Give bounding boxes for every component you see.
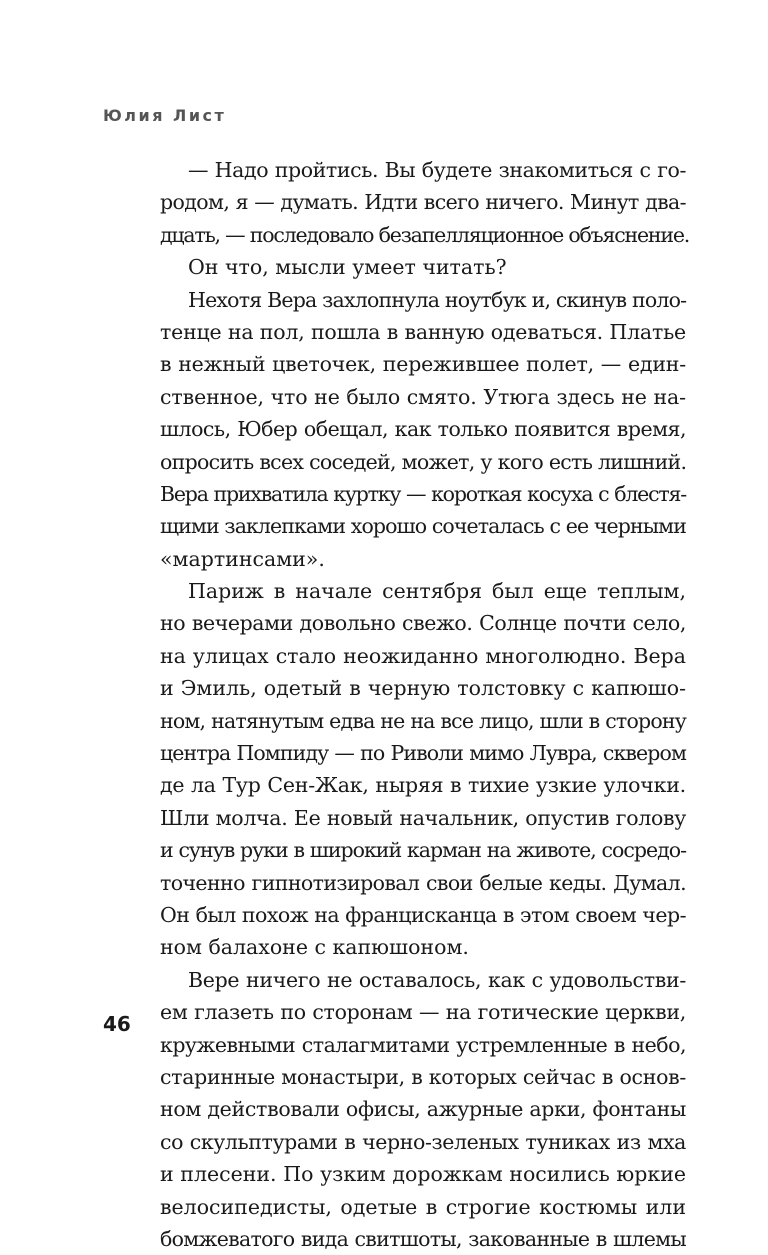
text-line: тенце на пол, пошла в ванную одеваться. Платье <box>160 319 686 344</box>
text-line: шлось, Юбер обещал, как только появится время, <box>160 417 686 442</box>
text-line: точенно гипнотизировал свои белые кеды. Думал. <box>160 870 686 895</box>
text-line: Он был похож на францисканца в этом своем чер- <box>160 902 686 927</box>
text-line: дцать, — последовало безапелляционное объяснение. <box>160 222 690 247</box>
text-line: бомжеватого вида свитшоты, закованные в шлемы <box>160 1226 686 1251</box>
text-line: и Эмиль, одетый в черную толстовку с капюшо- <box>160 676 686 701</box>
running-head: Юлия Лист <box>103 106 227 125</box>
text-line: старинные монастыри, в которых сейчас в основ- <box>160 1064 686 1089</box>
text-line: Вере ничего не оставалось, как с удовольстви- <box>188 967 686 992</box>
text-line: Вера прихватила куртку — короткая косуха с блестя- <box>160 481 686 506</box>
text-line: опросить всех соседей, может, у кого есть лишний. <box>160 449 687 474</box>
text-line: на улицах стало неожиданно многолюдно. Вера <box>160 643 686 668</box>
body-text <box>160 154 690 1255</box>
text-line: Он что, мысли умеет читать? <box>188 255 507 280</box>
text-line: со скульптурами в черно-зеленых туниках из мха <box>160 1129 686 1154</box>
text-line: Шли молча. Ее новый начальник, опустив голову <box>160 805 686 830</box>
page-number: 46 <box>103 1012 131 1036</box>
text-line: «мартинсами». <box>160 546 325 571</box>
text-line: велосипедисты, одетые в строгие костюмы или <box>160 1194 686 1219</box>
text-line: в нежный цветочек, пережившее полет, — един- <box>160 352 686 377</box>
text-line: щими заклепками хорошо сочеталась с ее черными <box>160 514 686 539</box>
text-line: центра Помпиду — по Риволи мимо Лувра, сквером <box>160 741 686 766</box>
text-line: ном действовали офисы, ажурные арки, фонтаны <box>160 1097 686 1122</box>
text-line: и плесени. По узким дорожкам носились юркие <box>160 1162 686 1187</box>
text-line: Нехотя Вера захлопнула ноутбук и, скинув поло- <box>188 287 687 312</box>
text-line: ном балахоне с капюшоном. <box>160 935 469 960</box>
text-line: ном, натянутым едва не на все лицо, шли в сторону <box>160 708 686 733</box>
text-line: родом, я — думать. Идти всего ничего. Минут два- <box>160 190 686 215</box>
text-line: де ла Тур Сен-Жак, ныряя в тихие узкие улочки. <box>160 773 686 798</box>
text-line: ем глазеть по сторонам — на готические церкви, <box>160 1000 686 1025</box>
text-line: и сунув руки в широкий карман на животе, сосредо- <box>160 838 686 863</box>
text-line: — Надо пройтись. Вы будете знакомиться с го- <box>188 158 686 182</box>
text-line: Париж в начале сентября был еще теплым, <box>188 579 686 604</box>
text-line: но вечерами довольно свежо. Солнце почти село, <box>160 611 686 636</box>
text-line: кружевными сталагмитами устремленные в небо, <box>160 1032 686 1057</box>
text-line: ственное, что не было смято. Утюга здесь не на- <box>160 384 686 409</box>
